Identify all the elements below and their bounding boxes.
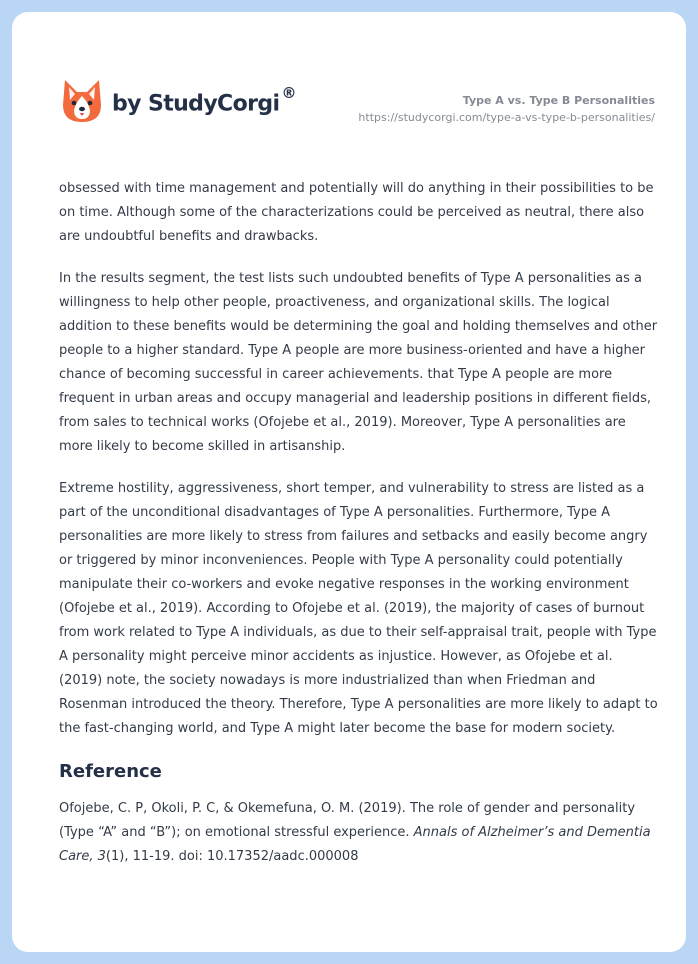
document-header: [358, 94, 655, 125]
reference-heading: Reference: [59, 761, 162, 782]
paragraph: Extreme hostility, aggressiveness, short temper, and vulnerability to stress are listed as a part of the unconditional disadvantages of Type A personalities. Furthermore, Type A personalities are more likely to stress from failures and setbacks and easily become angry or triggered by minor inconveniences. People with Type A personality could potentially manipulate their co-workers and evoke negative responses in the working environment (Ofojebe et al., 2019). According to Ofojebe et al. (2019), the majority of cases of burnout from work related to Type A individuals, as due to their self-appraisal trait, people with Type A personality might perceive minor accidents as injustice. However, as Ofojebe et al. (2019) note, the society nowadays is more industrialized than when Friedman and Rosenman introduced the theory. Therefore, Type A personalities are more likely to adapt to the fast-changing world, and Type A might later become the base for modern society.: [59, 481, 658, 736]
reference-lead: Ofojebe, C. P, Okoli, P. C, & Okemefuna, O. M. (2019). The role of gender and personality (Type “A” and “B”); on emotional stressful experience.: [59, 801, 636, 840]
registered-mark: ®: [281, 83, 296, 102]
brand-name: by StudyCorgi ®: [112, 83, 296, 117]
corgi-icon: [62, 78, 102, 126]
studycorgi-logo[interactable]: [62, 78, 296, 126]
reference-journal: Annals of Alzheimer’s and Dementia Care, 3: [59, 825, 651, 864]
reference-entry: [59, 797, 659, 869]
document-url[interactable]: https://studycorgi.com/type-a-vs-type-b-personalities/: [358, 111, 655, 124]
document-body: [59, 177, 659, 887]
paragraph: In the results segment, the test lists such undoubted benefits of Type A personalities as a willingness to help other people, proactiveness, and organizational skills. The logical addition to these benefits would be determining the goal and holding themselves and other people to a higher standard. Type A people are more business-oriented and have a higher chance of becoming successful in career achievements. that Type A people are more frequent in urban areas and occupy managerial and leadership positions in different fields, from sales to technical works (Ofojebe et al., 2019). Moreover, Type A personalities are more likely to become skilled in artisanship.: [59, 271, 658, 454]
document-title: Type A vs. Type B Personalities: [462, 94, 655, 107]
document-page: [12, 12, 686, 952]
paragraph: obsessed with time management and potentially will do anything in their possibilities to be on time. Although some of the characterizations could be perceived as neutral, there also are undoubtful benefits and drawbacks.: [59, 181, 654, 244]
reference-tail: (1), 11-19. doi: 10.17352/aadc.000008: [105, 849, 359, 864]
